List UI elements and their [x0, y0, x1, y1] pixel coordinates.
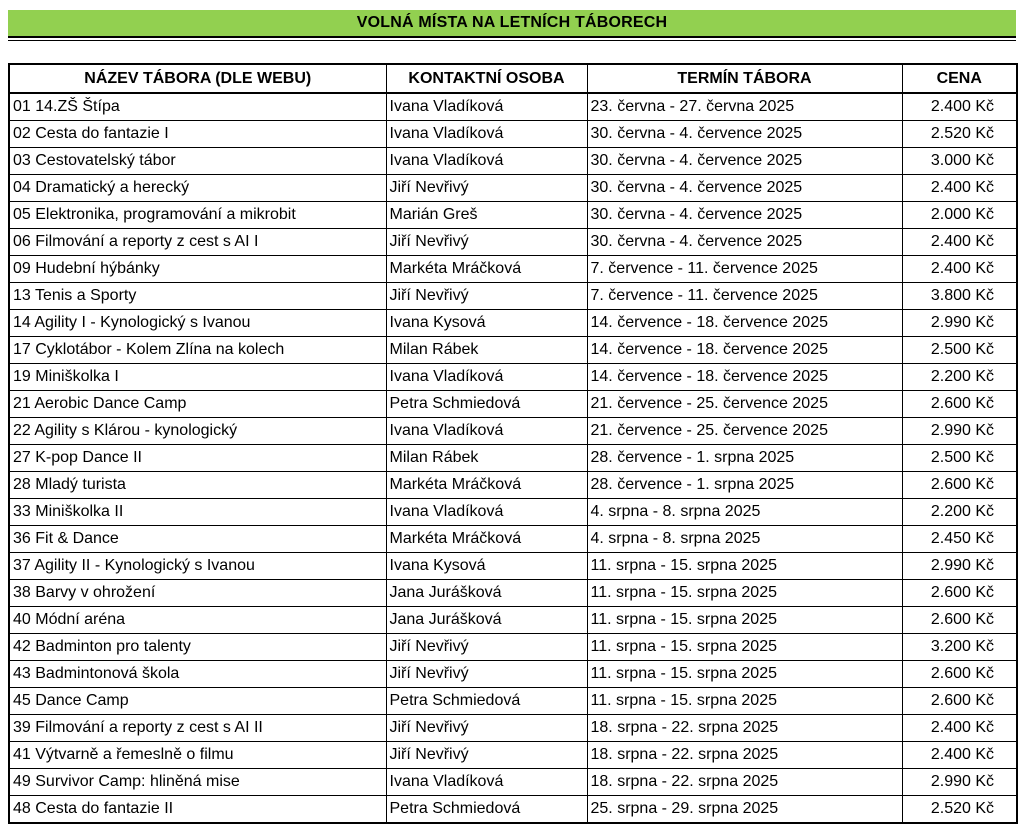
- cell-term: 11. srpna - 15. srpna 2025: [587, 580, 902, 607]
- cell-name: 09 Hudební hýbánky: [9, 256, 386, 283]
- cell-price: 2.600 Kč: [902, 607, 1017, 634]
- cell-term: 18. srpna - 22. srpna 2025: [587, 742, 902, 769]
- cell-name: 48 Cesta do fantazie II: [9, 796, 386, 824]
- table-row: [9, 472, 1017, 499]
- cell-price: 2.400 Kč: [902, 742, 1017, 769]
- cell-term: 11. srpna - 15. srpna 2025: [587, 553, 902, 580]
- table-row: [9, 553, 1017, 580]
- header-row: [9, 64, 1017, 93]
- cell-term: 30. června - 4. července 2025: [587, 148, 902, 175]
- cell-term: 11. srpna - 15. srpna 2025: [587, 688, 902, 715]
- cell-contact: Petra Schmiedová: [386, 796, 587, 824]
- cell-term: 30. června - 4. července 2025: [587, 121, 902, 148]
- cell-term: 28. července - 1. srpna 2025: [587, 445, 902, 472]
- table-row: [9, 607, 1017, 634]
- header-term: TERMÍN TÁBORA: [587, 64, 902, 93]
- cell-contact: Milan Rábek: [386, 445, 587, 472]
- cell-term: 21. července - 25. července 2025: [587, 418, 902, 445]
- cell-name: 45 Dance Camp: [9, 688, 386, 715]
- cell-name: 02 Cesta do fantazie I: [9, 121, 386, 148]
- cell-contact: Ivana Vladíková: [386, 121, 587, 148]
- page-title: VOLNÁ MÍSTA NA LETNÍCH TÁBORECH: [8, 10, 1016, 36]
- cell-contact: Milan Rábek: [386, 337, 587, 364]
- title-underline: [8, 36, 1016, 38]
- cell-term: 4. srpna - 8. srpna 2025: [587, 526, 902, 553]
- cell-price: 2.200 Kč: [902, 364, 1017, 391]
- table-row: [9, 634, 1017, 661]
- table-row: [9, 337, 1017, 364]
- cell-price: 2.500 Kč: [902, 445, 1017, 472]
- table-row: [9, 715, 1017, 742]
- cell-price: 2.600 Kč: [902, 472, 1017, 499]
- cell-contact: Markéta Mráčková: [386, 256, 587, 283]
- cell-name: 28 Mladý turista: [9, 472, 386, 499]
- cell-contact: Ivana Kysová: [386, 553, 587, 580]
- cell-price: 2.600 Kč: [902, 580, 1017, 607]
- cell-contact: Ivana Vladíková: [386, 499, 587, 526]
- cell-name: 39 Filmování a reporty z cest s AI II: [9, 715, 386, 742]
- cell-contact: Ivana Vladíková: [386, 418, 587, 445]
- cell-contact: Ivana Vladíková: [386, 364, 587, 391]
- cell-name: 42 Badminton pro talenty: [9, 634, 386, 661]
- cell-name: 36 Fit & Dance: [9, 526, 386, 553]
- cell-contact: Petra Schmiedová: [386, 391, 587, 418]
- cell-contact: Ivana Kysová: [386, 310, 587, 337]
- cell-contact: Jana Jurášková: [386, 607, 587, 634]
- cell-contact: Ivana Vladíková: [386, 93, 587, 121]
- cell-term: 11. srpna - 15. srpna 2025: [587, 607, 902, 634]
- cell-term: 21. července - 25. července 2025: [587, 391, 902, 418]
- table-row: [9, 661, 1017, 688]
- cell-name: 27 K-pop Dance II: [9, 445, 386, 472]
- cell-price: 2.990 Kč: [902, 418, 1017, 445]
- table-row: [9, 499, 1017, 526]
- cell-name: 05 Elektronika, programování a mikrobit: [9, 202, 386, 229]
- cell-contact: Markéta Mráčková: [386, 526, 587, 553]
- cell-contact: Jiří Nevřivý: [386, 229, 587, 256]
- header-contact: KONTAKTNÍ OSOBA: [386, 64, 587, 93]
- cell-contact: Jiří Nevřivý: [386, 715, 587, 742]
- cell-price: 2.400 Kč: [902, 175, 1017, 202]
- cell-term: 7. července - 11. července 2025: [587, 283, 902, 310]
- cell-contact: Jiří Nevřivý: [386, 283, 587, 310]
- cell-term: 11. srpna - 15. srpna 2025: [587, 661, 902, 688]
- header-name: NÁZEV TÁBORA (DLE WEBU): [9, 64, 386, 93]
- table-row: [9, 175, 1017, 202]
- cell-term: 30. června - 4. července 2025: [587, 175, 902, 202]
- cell-name: 49 Survivor Camp: hliněná mise: [9, 769, 386, 796]
- cell-term: 11. srpna - 15. srpna 2025: [587, 634, 902, 661]
- cell-price: 3.200 Kč: [902, 634, 1017, 661]
- cell-contact: Jiří Nevřivý: [386, 661, 587, 688]
- cell-price: 3.800 Kč: [902, 283, 1017, 310]
- cell-price: 2.400 Kč: [902, 229, 1017, 256]
- cell-price: 2.990 Kč: [902, 310, 1017, 337]
- cell-name: 04 Dramatický a herecký: [9, 175, 386, 202]
- cell-term: 14. července - 18. července 2025: [587, 364, 902, 391]
- table-row: [9, 148, 1017, 175]
- cell-contact: Ivana Vladíková: [386, 148, 587, 175]
- cell-price: 2.520 Kč: [902, 796, 1017, 824]
- table-row: [9, 93, 1017, 121]
- cell-name: 19 Miniškolka I: [9, 364, 386, 391]
- table-row: [9, 796, 1017, 824]
- table-row: [9, 364, 1017, 391]
- table-row: [9, 310, 1017, 337]
- table-row: [9, 121, 1017, 148]
- header-price: CENA: [902, 64, 1017, 93]
- cell-name: 40 Módní aréna: [9, 607, 386, 634]
- cell-name: 33 Miniškolka II: [9, 499, 386, 526]
- cell-term: 23. června - 27. června 2025: [587, 93, 902, 121]
- cell-term: 28. července - 1. srpna 2025: [587, 472, 902, 499]
- table-row: [9, 580, 1017, 607]
- table-row: [9, 688, 1017, 715]
- cell-term: 14. července - 18. července 2025: [587, 337, 902, 364]
- cell-contact: Markéta Mráčková: [386, 472, 587, 499]
- cell-price: 2.400 Kč: [902, 715, 1017, 742]
- cell-price: 2.450 Kč: [902, 526, 1017, 553]
- cell-term: 30. června - 4. července 2025: [587, 229, 902, 256]
- cell-name: 17 Cyklotábor - Kolem Zlína na kolech: [9, 337, 386, 364]
- cell-name: 22 Agility s Klárou - kynologický: [9, 418, 386, 445]
- cell-name: 21 Aerobic Dance Camp: [9, 391, 386, 418]
- table-row: [9, 202, 1017, 229]
- table-row: [9, 445, 1017, 472]
- cell-name: 38 Barvy v ohrožení: [9, 580, 386, 607]
- cell-term: 18. srpna - 22. srpna 2025: [587, 769, 902, 796]
- title-underline-thin: [8, 40, 1016, 41]
- cell-name: 37 Agility II - Kynologický s Ivanou: [9, 553, 386, 580]
- cell-price: 2.600 Kč: [902, 391, 1017, 418]
- cell-contact: Marián Greš: [386, 202, 587, 229]
- table-row: [9, 256, 1017, 283]
- cell-price: 2.400 Kč: [902, 93, 1017, 121]
- cell-name: 06 Filmování a reporty z cest s AI I: [9, 229, 386, 256]
- cell-name: 14 Agility I - Kynologický s Ivanou: [9, 310, 386, 337]
- cell-price: 2.200 Kč: [902, 499, 1017, 526]
- cell-price: 2.500 Kč: [902, 337, 1017, 364]
- cell-contact: Ivana Vladíková: [386, 769, 587, 796]
- cell-contact: Jiří Nevřivý: [386, 742, 587, 769]
- table-row: [9, 769, 1017, 796]
- cell-price: 2.000 Kč: [902, 202, 1017, 229]
- cell-name: 01 14.ZŠ Štípa: [9, 93, 386, 121]
- table-row: [9, 742, 1017, 769]
- cell-price: 2.990 Kč: [902, 553, 1017, 580]
- cell-name: 03 Cestovatelský tábor: [9, 148, 386, 175]
- camps-table: [8, 63, 1018, 824]
- cell-contact: Jiří Nevřivý: [386, 634, 587, 661]
- cell-term: 25. srpna - 29. srpna 2025: [587, 796, 902, 824]
- cell-contact: Jana Jurášková: [386, 580, 587, 607]
- table-row: [9, 418, 1017, 445]
- cell-price: 2.990 Kč: [902, 769, 1017, 796]
- cell-term: 7. července - 11. července 2025: [587, 256, 902, 283]
- table-row: [9, 229, 1017, 256]
- cell-price: 2.520 Kč: [902, 121, 1017, 148]
- table-row: [9, 526, 1017, 553]
- cell-term: 30. června - 4. července 2025: [587, 202, 902, 229]
- cell-contact: Jiří Nevřivý: [386, 175, 587, 202]
- cell-price: 2.600 Kč: [902, 688, 1017, 715]
- cell-name: 41 Výtvarně a řemeslně o filmu: [9, 742, 386, 769]
- cell-contact: Petra Schmiedová: [386, 688, 587, 715]
- cell-price: 2.600 Kč: [902, 661, 1017, 688]
- cell-price: 2.400 Kč: [902, 256, 1017, 283]
- table-row: [9, 391, 1017, 418]
- cell-term: 18. srpna - 22. srpna 2025: [587, 715, 902, 742]
- cell-name: 43 Badmintonová škola: [9, 661, 386, 688]
- cell-price: 3.000 Kč: [902, 148, 1017, 175]
- cell-term: 4. srpna - 8. srpna 2025: [587, 499, 902, 526]
- table-row: [9, 283, 1017, 310]
- cell-term: 14. července - 18. července 2025: [587, 310, 902, 337]
- cell-name: 13 Tenis a Sporty: [9, 283, 386, 310]
